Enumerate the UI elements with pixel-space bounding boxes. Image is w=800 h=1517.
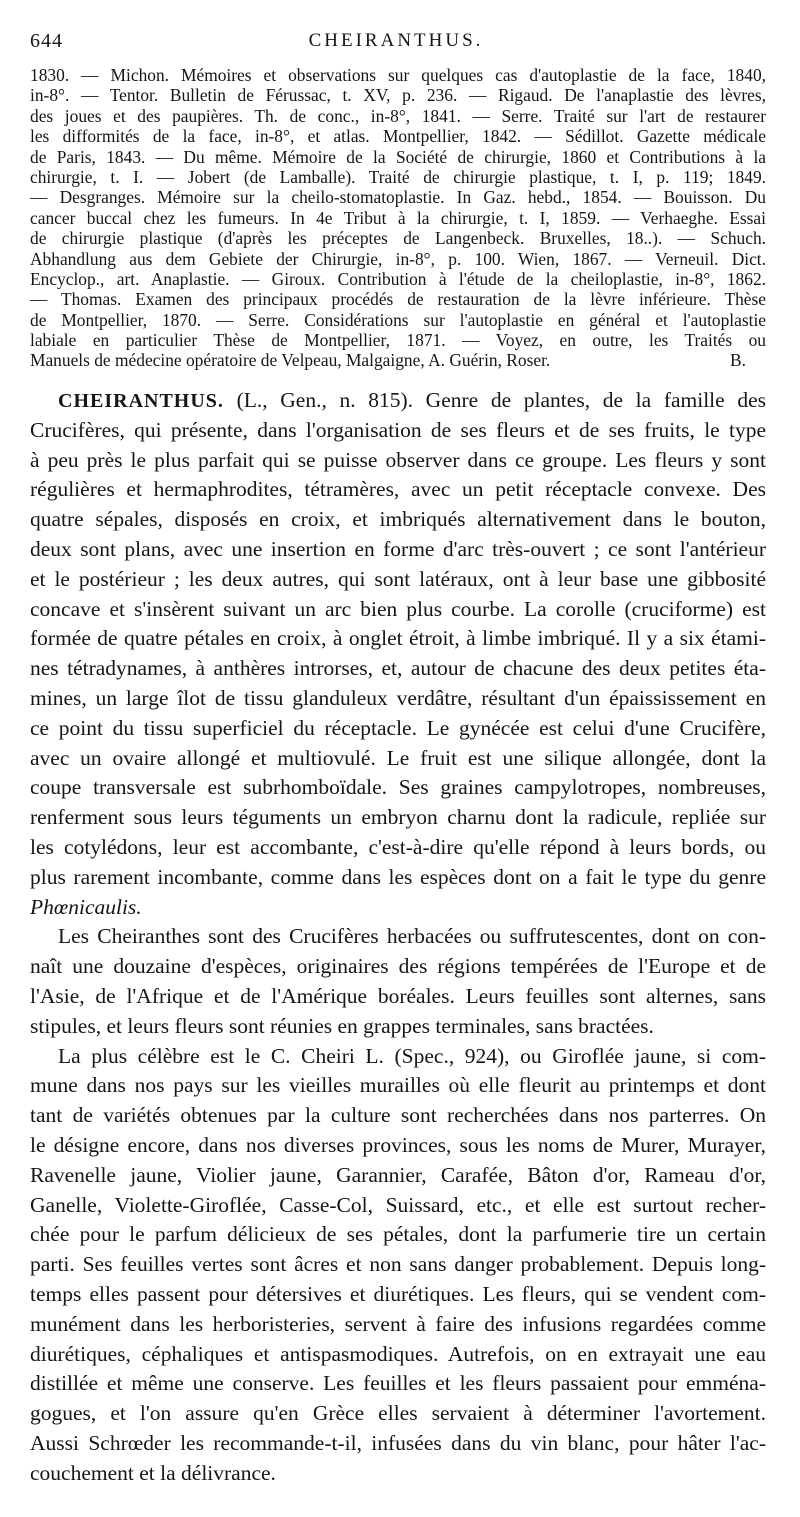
article-line-text: (L., Gen., n. 815). Genre de plantes, de la famille des xyxy=(236,388,766,412)
article-line xyxy=(30,386,766,416)
article-line: nes tétradynames, à anthères introrses, et, autour de chacune des deux petites éta- xyxy=(30,656,766,681)
article-line: à peu près le plus parfait qui se puisse observer dans ce groupe. Les fleurs y sont xyxy=(30,447,766,472)
article-headword: CHEIRANTHUS. xyxy=(58,390,224,412)
bibliography-line: — Thomas. Examen des principaux procédés de restauration de la lèvre inférieure. Thèse xyxy=(30,289,766,310)
running-title: CHEIRANTHUS. xyxy=(308,30,484,51)
article-line: couchement et la délivrance. xyxy=(30,1460,276,1485)
article-line: tant de variétés obtenues par la culture sont recherchées dans nos parterres. On xyxy=(30,1103,766,1128)
article-cheiranthus xyxy=(30,386,766,1488)
article-line: stipules, et leurs fleurs sont réunies en grappes terminales, sans bractées. xyxy=(30,1013,654,1038)
article-line: plus rarement incombante, comme dans les espèces dont on a fait le type du genre xyxy=(30,864,766,889)
bibliography-block xyxy=(30,65,766,371)
bibliography-line: de Montpellier, 1870. — Serre. Considérations sur l'autoplastie en général et l'autoplastie xyxy=(30,309,766,330)
genus-name-phoenicaulis: Phœnicaulis. xyxy=(30,894,142,919)
article-line: avec un ovaire allongé et multiovulé. Le fruit est une silique allongée, dont la xyxy=(30,745,766,770)
article-line: diurétiques, céphaliques et antispasmodiques. Autrefois, on en extrayait une eau xyxy=(30,1341,766,1366)
article-line: mines, un large îlot de tissu glanduleux verdâtre, résultant d'un épaississement en xyxy=(30,685,766,710)
article-line: Crucifères, qui présente, dans l'organisation de ses fleurs et de ses fruits, le type xyxy=(30,417,766,442)
article-line: distillée et même une conserve. Les feuilles et les fleurs passaient pour emména- xyxy=(30,1371,766,1396)
bibliography-line: cancer buccal chez les fumeurs. In 4e Tribut à la chirurgie, t. I, 1859. — Verhaeghe. Essai xyxy=(30,207,766,228)
bibliography-line: Abhandlung aus dem Gebiete der Chirurgie, in-8°, p. 100. Wien, 1867. — Verneuil. Dict. xyxy=(30,248,766,269)
article-line: La plus célèbre est le C. Cheiri L. (Spec., 924), ou Giroflée jaune, si com- xyxy=(58,1043,766,1068)
bibliography-line: de chirurgie plastique (d'après les préceptes de Langenbeck. Bruxelles, 18..). — Schuch. xyxy=(30,228,766,249)
article-line: ce point du tissu superficiel du réceptacle. Le gynécée est celui d'une Crucifère, xyxy=(30,715,766,740)
article-line: temps elles passent pour détersives et diurétiques. Les fleurs, qui se vendent com- xyxy=(30,1281,766,1306)
article-line: munément dans les herboristeries, servent à faire des infusions regardées comme xyxy=(30,1311,766,1336)
article-line: Ganelle, Violette-Giroflée, Casse-Col, Suissard, etc., et elle est surtout recher- xyxy=(30,1192,766,1217)
article-line: formée de quatre pétales en croix, à onglet étroit, à limbe imbriqué. Il y a six étami- xyxy=(30,626,766,651)
bibliography-line: — Desgranges. Mémoire sur la cheilo-stomatoplastie. In Gaz. hebd., 1854. — Bouisson. Du xyxy=(30,187,766,208)
bibliography-line: in-8°. — Tentor. Bulletin de Férussac, t. XV, p. 236. — Rigaud. De l'anaplastie des lèvres, xyxy=(30,85,766,106)
bibliography-line: Encyclop., art. Anaplastie. — Giroux. Contribution à l'étude de la cheiloplastie, in-8°, 1862. xyxy=(30,268,766,289)
article-line: naît une douzaine d'espèces, originaires des régions tempérées de l'Europe et de xyxy=(30,954,766,979)
page-number: 644 xyxy=(30,30,63,52)
bibliography-line: de Paris, 1843. — Du même. Mémoire de la Société de chirurgie, 1860 et Contributions à la xyxy=(30,146,766,167)
article-line: et le postérieur ; les deux autres, qui sont latéraux, ont à leur base une gibbosité xyxy=(30,566,766,591)
bibliography-line xyxy=(30,350,766,370)
article-line: deux sont plans, avec une insertion en forme d'arc très-ouvert ; ce sont l'antérieur xyxy=(30,536,766,561)
page-header xyxy=(30,30,762,54)
article-line: Les Cheiranthes sont des Crucifères herbacées ou suffrutescentes, dont on con- xyxy=(58,924,766,949)
article-line: coupe transversale est subrhomboïdale. Ses graines campylotropes, nombreuses, xyxy=(30,775,766,800)
article-line: concave et s'insèrent suivant un arc bien plus courbe. La corolle (cruciforme) est xyxy=(30,596,766,621)
bibliography-line: labiale en particulier Thèse de Montpellier, 1871. — Voyez, en outre, les Traités ou xyxy=(30,330,766,351)
bibliography-line: des joues et des paupières. Th. de conc., in-8°, 1841. — Serre. Traité sur l'art de restaurer xyxy=(30,105,766,126)
article-line: Ravenelle jaune, Violier jaune, Garannier, Carafée, Bâton d'or, Rameau d'or, xyxy=(30,1162,766,1187)
article-line: renferment sous leurs téguments un embryon charnu dont la radicule, repliée sur xyxy=(30,805,766,830)
article-line: les cotylédons, leur est accombante, c'est-à-dire qu'elle répond à leurs bords, ou xyxy=(30,834,766,859)
article-line: gogues, et l'on assure qu'en Grèce elles servaient à déterminer l'avortement. xyxy=(30,1401,766,1426)
article-line: régulières et hermaphrodites, tétramères, avec un petit réceptacle convexe. Des xyxy=(30,477,766,502)
bibliography-signature: B. xyxy=(730,350,746,371)
bibliography-line: les difformités de la face, in-8°, et atlas. Montpellier, 1842. — Sédillot. Gazette médicale xyxy=(30,126,766,147)
article-line: mune dans nos pays sur les vieilles murailles où elle fleurit au printemps et dont xyxy=(30,1073,766,1098)
article-line: l'Asie, de l'Afrique et de l'Amérique boréales. Leurs feuilles sont alternes, sans xyxy=(30,983,766,1008)
article-line: chée pour le parfum délicieux de ses pétales, dont la parfumerie tire un certain xyxy=(30,1222,766,1247)
article-line: quatre sépales, disposés en croix, et imbriqués alternativement dans le bouton, xyxy=(30,507,766,532)
article-line: parti. Ses feuilles vertes sont âcres et non sans danger probablement. Depuis long- xyxy=(30,1252,766,1277)
bibliography-line: chirurgie, t. I. — Jobert (de Lamballe). Traité de chirurgie plastique, t. I, p. 119; 1849. xyxy=(30,166,766,187)
article-line: Aussi Schrœder les recommande-t-il, infusées dans du vin blanc, pour hâter l'ac- xyxy=(30,1430,766,1455)
bibliography-line: 1830. — Michon. Mémoires et observations sur quelques cas d'autoplastie de la face, 1840, xyxy=(30,65,766,85)
bibliography-line-text: Manuels de médecine opératoire de Velpeau, Malgaigne, A. Guérin, Roser. xyxy=(30,350,551,371)
article-line: le désigne encore, dans nos diverses provinces, sous les noms de Murer, Murayer, xyxy=(30,1132,766,1157)
article-line xyxy=(30,893,766,923)
